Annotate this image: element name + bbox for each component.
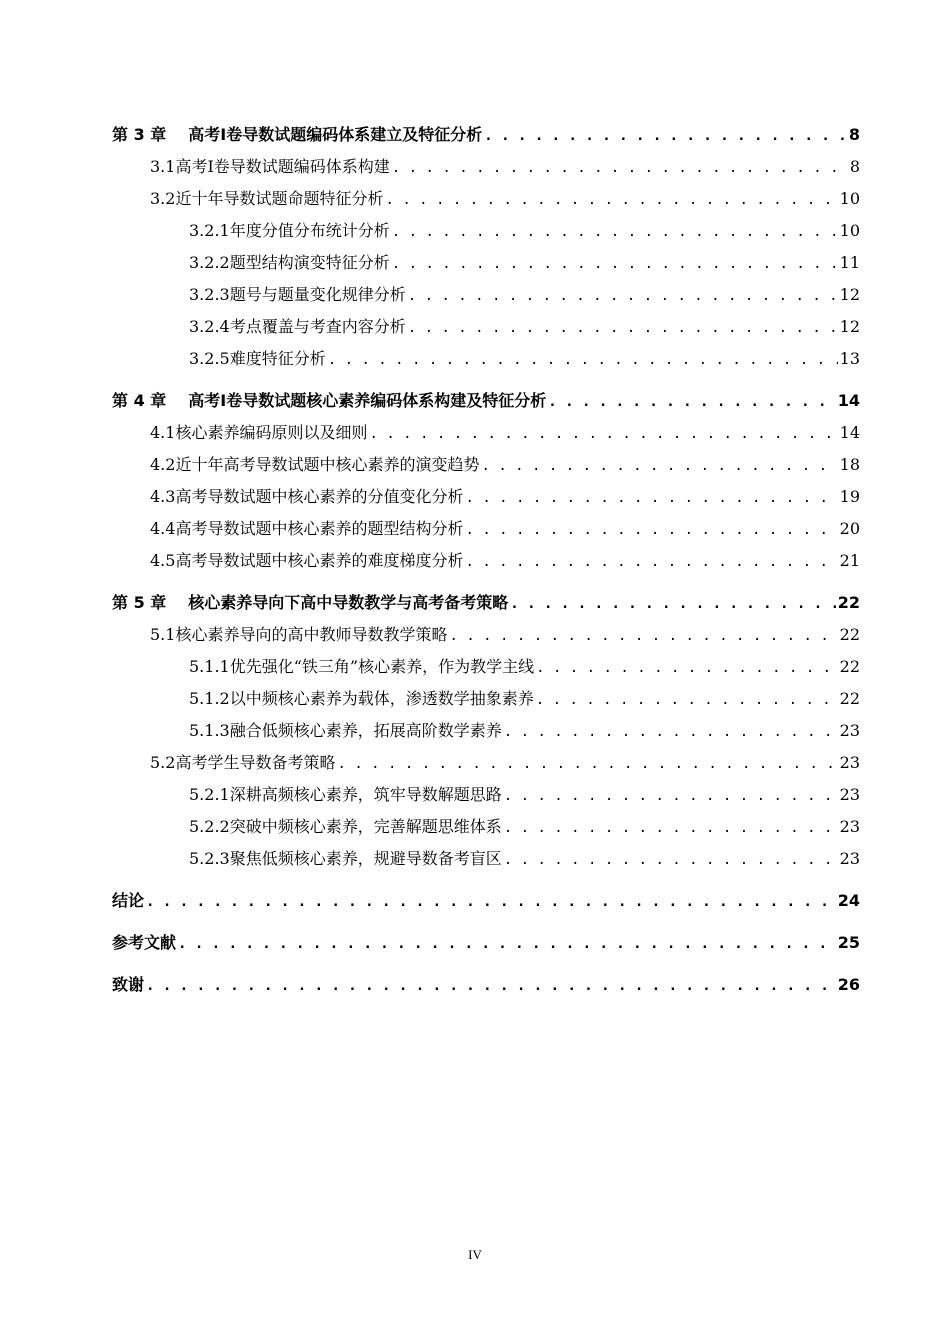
- toc-entry-title: 高考导数试题中核心素养的分值变化分析: [175, 487, 464, 506]
- toc-entry-number: 4.4: [150, 519, 176, 538]
- toc-entry-title: 参考文献: [112, 933, 177, 952]
- toc-entry-title: 高考导数试题中核心素养的题型结构分析: [175, 519, 464, 538]
- toc-entry-number: 3.2.3: [189, 285, 230, 304]
- dot-leader: [465, 482, 837, 514]
- dot-leader: [484, 120, 847, 152]
- dot-leader: [337, 748, 837, 780]
- toc-entry-title: 高考Ⅰ卷导数试题编码体系构建: [175, 157, 390, 176]
- toc-entry[interactable]: [112, 651, 860, 683]
- dot-leader: [510, 588, 835, 620]
- toc-entry[interactable]: [112, 449, 860, 481]
- dot-leader: [385, 184, 837, 216]
- dot-leader: [504, 844, 838, 876]
- dot-leader: [504, 716, 838, 748]
- toc-entry-page: 13: [839, 349, 860, 368]
- toc-entry[interactable]: [112, 587, 860, 619]
- toc-entry-title: 近十年高考导数试题中核心素养的演变趋势: [175, 455, 480, 474]
- toc-entry-number: 4.2: [150, 455, 176, 474]
- toc-entry-number: 3.2.2: [189, 253, 230, 272]
- toc-entry-title: 题型结构演变特征分析: [229, 253, 390, 272]
- toc-entry-number: 5.2.3: [189, 849, 230, 868]
- toc-entry-page: 22: [839, 657, 860, 676]
- toc-entry-number: 3.2.1: [189, 221, 230, 240]
- toc-entry[interactable]: [112, 683, 860, 715]
- dot-leader: [178, 928, 836, 960]
- toc-entry-number: 5.1.3: [189, 721, 230, 740]
- toc-entry-title: 突破中频核心素养，完善解题思维体系: [229, 817, 502, 836]
- toc-entry-title: 高考学生导数备考策略: [175, 753, 336, 772]
- toc-entry-page: 10: [839, 221, 860, 240]
- toc-entry[interactable]: [112, 885, 860, 917]
- toc-entry-number: 4.5: [150, 551, 176, 570]
- toc-entry-title: 核心素养编码原则以及细则: [175, 423, 368, 442]
- dot-leader: [408, 312, 838, 344]
- dot-leader: [536, 652, 838, 684]
- toc-entry[interactable]: [112, 513, 860, 545]
- toc-entry-number: 4.1: [150, 423, 176, 442]
- dot-leader: [504, 812, 838, 844]
- toc-entry-number: 第 3 章: [112, 125, 167, 144]
- toc-entry-page: 12: [839, 317, 860, 336]
- toc-entry[interactable]: [112, 481, 860, 513]
- toc-entry-page: 23: [839, 817, 860, 836]
- toc-entry[interactable]: [112, 747, 860, 779]
- toc-entry[interactable]: [112, 417, 860, 449]
- toc-entry[interactable]: [112, 183, 860, 215]
- toc-entry-title: 年度分值分布统计分析: [229, 221, 390, 240]
- toc-entry-number: 5.1.2: [189, 689, 230, 708]
- toc-entry-number: 5.1.1: [189, 657, 230, 676]
- toc-entry-page: 21: [839, 551, 860, 570]
- toc-entry-page: 14: [837, 391, 860, 410]
- toc-entry-number: 第 4 章: [112, 391, 167, 410]
- toc-entry-page: 19: [839, 487, 860, 506]
- toc-entry[interactable]: [112, 279, 860, 311]
- dot-leader: [481, 450, 837, 482]
- toc-entry[interactable]: [112, 779, 860, 811]
- toc-entry-page: 24: [837, 891, 860, 910]
- toc-entry[interactable]: [112, 927, 860, 959]
- toc-entry-page: 22: [839, 689, 860, 708]
- dot-leader: [392, 248, 838, 280]
- toc-entry-number: 3.2.4: [189, 317, 230, 336]
- toc-entry-title: 难度特征分析: [229, 349, 326, 368]
- dot-leader: [369, 418, 837, 450]
- toc-entry-number: 5.1: [150, 625, 176, 644]
- dot-leader: [328, 344, 838, 376]
- toc-entry-number: 3.1: [150, 157, 176, 176]
- toc-entry-page: 18: [839, 455, 860, 474]
- toc-entry[interactable]: [112, 119, 860, 151]
- toc-entry-page: 22: [839, 625, 860, 644]
- toc-entry-page: 8: [849, 157, 860, 176]
- toc-entry[interactable]: [112, 247, 860, 279]
- dot-leader: [548, 386, 835, 418]
- toc-entry[interactable]: [112, 811, 860, 843]
- toc-entry[interactable]: [112, 385, 860, 417]
- toc-entry[interactable]: [112, 969, 860, 1001]
- toc-entry-title: 高考Ⅰ卷导数试题核心素养编码体系构建及特征分析: [188, 391, 547, 410]
- toc-entry-title: 高考Ⅰ卷导数试题编码体系建立及特征分析: [188, 125, 483, 144]
- toc-entry-page: 8: [848, 125, 860, 144]
- toc-entry-title: 聚焦低频核心素养，规避导数备考盲区: [229, 849, 502, 868]
- toc-entry-title: 融合低频核心素养，拓展高阶数学素养: [229, 721, 502, 740]
- toc-entry-title: 核心素养导向下高中导数教学与高考备考策略: [188, 593, 509, 612]
- toc-entry-title: 核心素养导向的高中教师导数教学策略: [175, 625, 448, 644]
- page-number-footer: IV: [468, 1247, 482, 1262]
- toc-entry-page: 14: [839, 423, 860, 442]
- toc-entry[interactable]: [112, 715, 860, 747]
- toc-entry-number: 3.2: [150, 189, 176, 208]
- toc-entry-page: 20: [839, 519, 860, 538]
- toc-entry-page: 23: [839, 753, 860, 772]
- dot-leader: [146, 970, 836, 1002]
- toc-entry-title: 题号与题量变化规律分析: [229, 285, 406, 304]
- toc-entry-number: 5.2.1: [189, 785, 230, 804]
- toc-entry-title: 近十年导数试题命题特征分析: [175, 189, 384, 208]
- dot-leader: [408, 280, 838, 312]
- toc-entry-number: 第 5 章: [112, 593, 167, 612]
- toc-entry[interactable]: [112, 215, 860, 247]
- toc-entry-page: 12: [839, 285, 860, 304]
- toc-entry-title: 高考导数试题中核心素养的难度梯度分析: [175, 551, 464, 570]
- toc-entry-page: 23: [839, 849, 860, 868]
- toc-entry-title: 深耕高频核心素养，筑牢导数解题思路: [229, 785, 502, 804]
- dot-leader: [449, 620, 837, 652]
- toc-entry[interactable]: [112, 545, 860, 577]
- toc-entry-title: 考点覆盖与考查内容分析: [229, 317, 406, 336]
- toc-entry[interactable]: [112, 843, 860, 875]
- toc-entry-title: 结论: [112, 891, 145, 910]
- toc-entry-page: 10: [839, 189, 860, 208]
- toc-entry[interactable]: [112, 619, 860, 651]
- toc-entry-page: 22: [837, 593, 860, 612]
- toc-entry-number: 4.3: [150, 487, 176, 506]
- dot-leader: [465, 546, 837, 578]
- toc-entry-page: 25: [837, 933, 860, 952]
- dot-leader: [536, 684, 838, 716]
- toc-entry[interactable]: [112, 311, 860, 343]
- toc-entry-page: 23: [839, 721, 860, 740]
- dot-leader: [465, 514, 837, 546]
- toc-entry[interactable]: [112, 343, 860, 375]
- dot-leader: [392, 152, 848, 184]
- toc-entry[interactable]: [112, 151, 860, 183]
- toc-entry-page: 23: [839, 785, 860, 804]
- dot-leader: [392, 216, 838, 248]
- toc-entry-number: 3.2.5: [189, 349, 230, 368]
- toc-entry-title: 优先强化“铁三角”核心素养，作为教学主线: [229, 657, 535, 676]
- toc-entry-title: 致谢: [112, 975, 145, 994]
- dot-leader: [504, 780, 838, 812]
- toc-entry-number: 5.2: [150, 753, 176, 772]
- toc-entry-page: 26: [837, 975, 860, 994]
- toc-entry-title: 以中频核心素养为载体，渗透数学抽象素养: [229, 689, 534, 708]
- dot-leader: [146, 886, 836, 918]
- toc-entry-number: 5.2.2: [189, 817, 230, 836]
- toc-entry-page: 11: [839, 253, 860, 272]
- table-of-contents: [112, 119, 860, 1001]
